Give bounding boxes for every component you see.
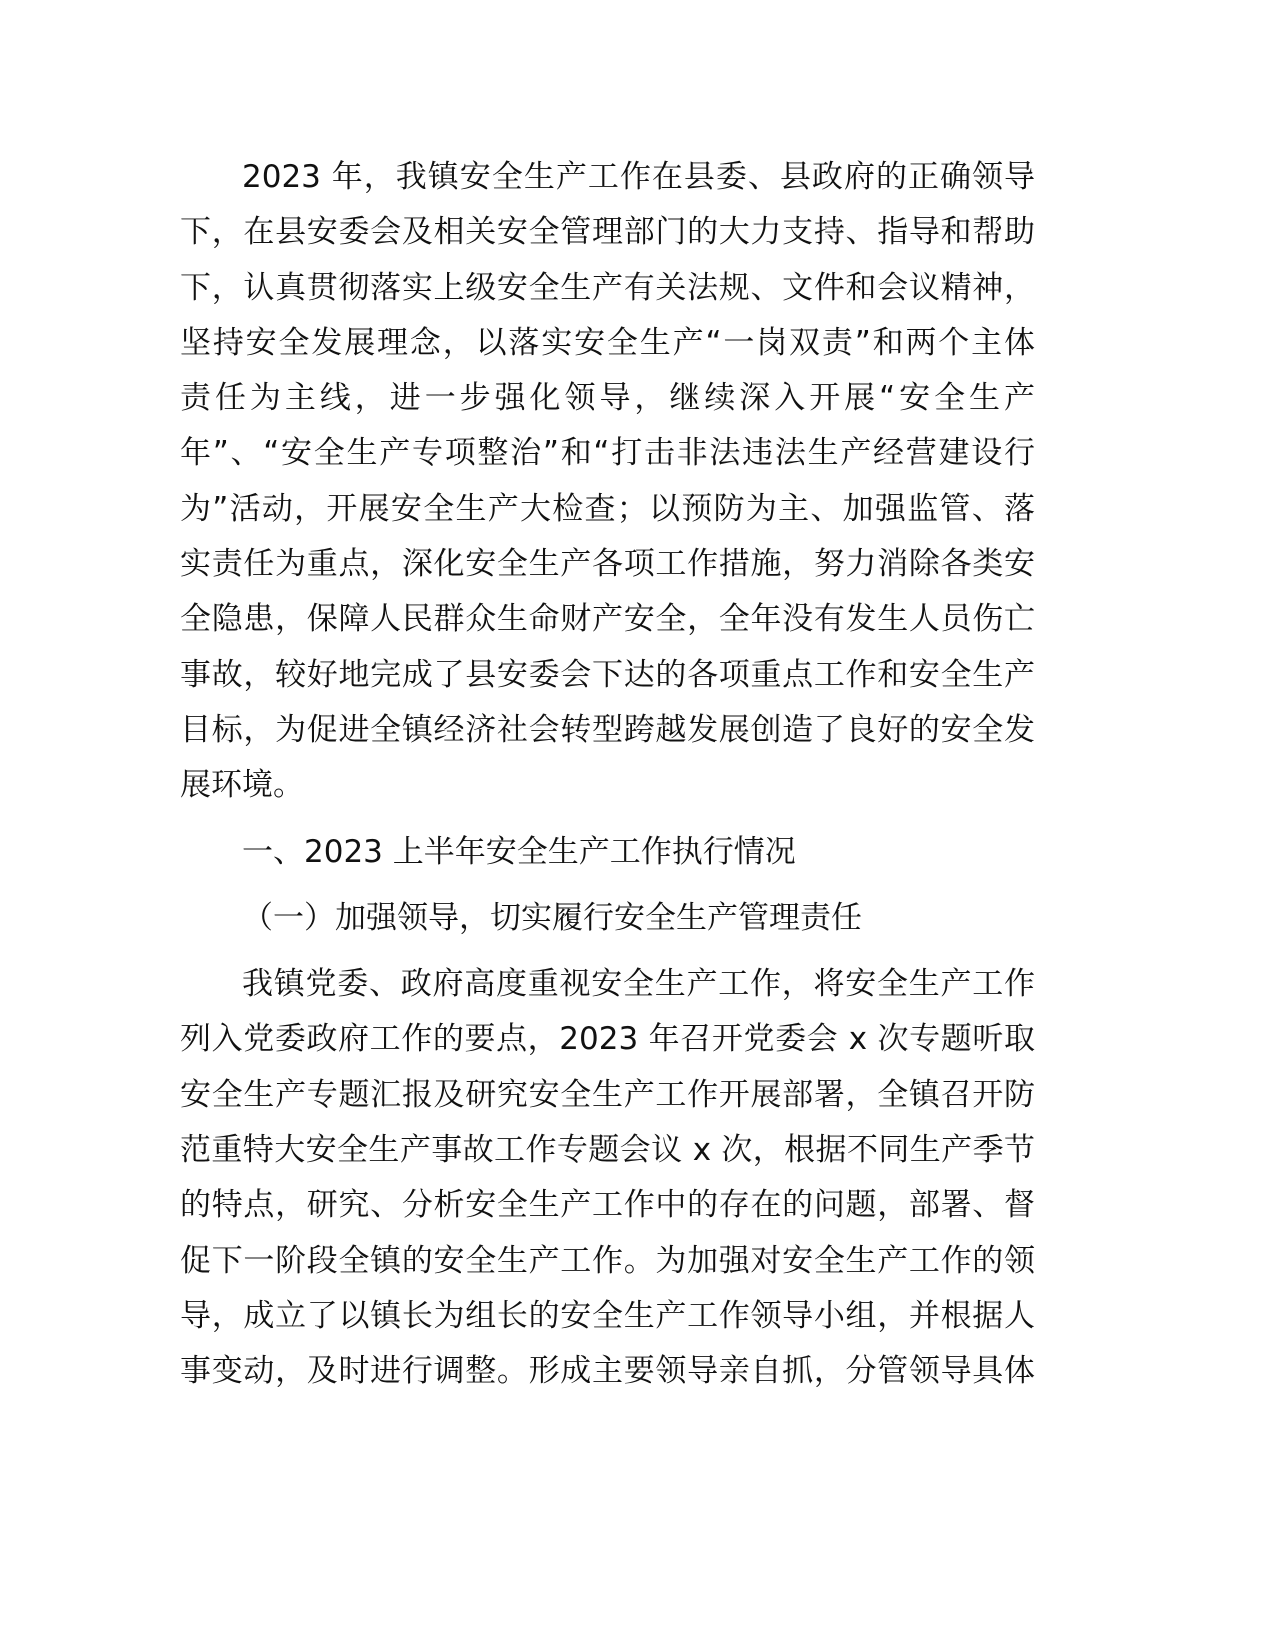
text-line: 导，成立了以镇长为组长的安全生产工作领导小组，并根据人 <box>180 1297 1035 1334</box>
text-line: 年”、“安全生产专项整治”和“打击非法违法生产经营建设行 <box>180 435 1035 472</box>
text-line: 事变动，及时进行调整。形成主要领导亲自抓，分管领导具体 <box>180 1353 1035 1390</box>
text-line: 下，认真贯彻落实上级安全生产有关法规、文件和会议精神， <box>180 269 1035 306</box>
text-line: 坚持安全发展理念，以落实安全生产“一岗双责”和两个主体 <box>180 324 1035 361</box>
text-line: 责任为主线，进一步强化领导，继续深入开展“安全生产 <box>180 380 1035 417</box>
text-line: 事故，较好地完成了县安委会下达的各项重点工作和安全生产 <box>180 656 1035 693</box>
text-line: 为”活动，开展安全生产大检查；以预防为主、加强监管、落 <box>180 490 1035 527</box>
text-line: 2023 年，我镇安全生产工作在县委、县政府的正确领导 <box>242 159 1035 195</box>
text-line: 列入党委政府工作的要点，2023 年召开党委会 x 次专题听取 <box>180 1021 1035 1058</box>
text-line: 范重特大安全生产事故工作专题会议 x 次，根据不同生产季节 <box>180 1132 1035 1169</box>
text-line: 全隐患，保障人民群众生命财产安全，全年没有发生人员伤亡 <box>180 601 1035 638</box>
paragraph-intro <box>180 150 1035 814</box>
subsection-heading: （一）加强领导，切实履行安全生产管理责任 <box>242 899 862 936</box>
text-line: 促下一阶段全镇的安全生产工作。为加强对安全生产工作的领 <box>180 1242 1035 1279</box>
section-heading: 一、2023 上半年安全生产工作执行情况 <box>242 833 796 870</box>
text-line: 展环境。 <box>180 767 304 804</box>
text-line: 我镇党委、政府高度重视安全生产工作，将安全生产工作 <box>242 966 1035 1003</box>
paragraph-leadership <box>180 957 1035 1399</box>
text-line: 下，在县安委会及相关安全管理部门的大力支持、指导和帮助 <box>180 214 1035 251</box>
text-line: 安全生产专题汇报及研究安全生产工作开展部署，全镇召开防 <box>180 1076 1035 1113</box>
text-line: 的特点，研究、分析安全生产工作中的存在的问题，部署、督 <box>180 1187 1035 1224</box>
text-line: 目标，为促进全镇经济社会转型跨越发展创造了良好的安全发 <box>180 711 1035 748</box>
text-line: 实责任为重点，深化安全生产各项工作措施，努力消除各类安 <box>180 546 1035 583</box>
document-body <box>180 150 1035 1400</box>
